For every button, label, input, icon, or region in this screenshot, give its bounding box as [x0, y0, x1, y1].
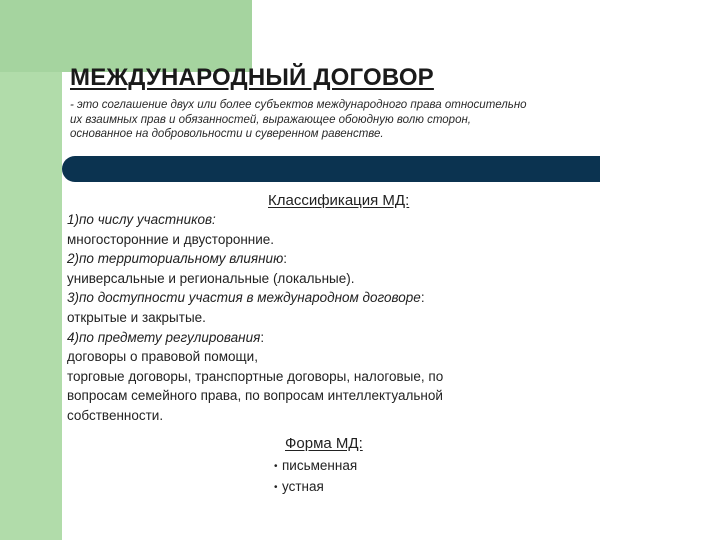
classification-text: торговые договоры, транспортные договоры, налоговые, по [67, 368, 444, 384]
classification-line [67, 288, 707, 308]
definition-line: их взаимных прав и обязанностей, выражающее обоюдную волю сторон, [70, 113, 471, 126]
classification-text: открытые и закрытые. [67, 309, 206, 325]
classification-line [67, 269, 707, 289]
slide-title: МЕЖДУНАРОДНЫЙ ДОГОВОР [70, 64, 434, 91]
classification-line [67, 308, 707, 328]
criterion-label: 2)по территориальному влиянию [67, 251, 284, 267]
bullet-icon: • [274, 461, 278, 472]
form-heading: Форма МД: [285, 435, 363, 452]
criterion-label: 4)по предмету регулирования [67, 329, 261, 345]
classification-text: универсальные и региональные (локальные). [67, 270, 355, 286]
criterion-label: 1)по числу участников: [67, 212, 216, 227]
classification-line [67, 249, 707, 269]
classification-line [67, 347, 707, 367]
classification-line [67, 328, 707, 348]
classification-text: : [420, 290, 425, 306]
definition-text [70, 98, 710, 142]
classification-text: : [283, 251, 287, 267]
classification-text: договоры о правовой помощи, [67, 349, 258, 365]
classification-line [67, 367, 707, 387]
definition-line: - это соглашение двух или более субъектов международного права относительно [70, 99, 527, 111]
classification-text: многосторонние и двусторонние. [67, 231, 275, 247]
decorative-green-sidebar [0, 0, 62, 540]
form-item-label: устная [282, 478, 324, 494]
classification-text: : [260, 329, 265, 345]
classification-line [67, 386, 707, 406]
classification-heading: Классификация МД: [268, 192, 410, 209]
classification-text: собственности. [67, 407, 164, 423]
definition-line: основанное на добровольности и суверенном равенстве. [70, 128, 384, 140]
form-list-item [274, 456, 357, 477]
classification-text: вопросам семейного права, по вопросам интеллектуальной [67, 388, 443, 404]
classification-line [67, 406, 707, 426]
form-list [274, 456, 357, 497]
decorative-green-top-block [0, 0, 252, 72]
classification-line [67, 230, 707, 250]
criterion-label: 3)по доступности участия в международном договоре [67, 290, 421, 306]
divider-bar [62, 156, 600, 182]
bullet-icon: • [274, 481, 278, 493]
classification-list [67, 210, 707, 426]
form-item-label: письменная [282, 458, 358, 473]
form-list-item [274, 477, 357, 498]
classification-line [67, 210, 707, 230]
